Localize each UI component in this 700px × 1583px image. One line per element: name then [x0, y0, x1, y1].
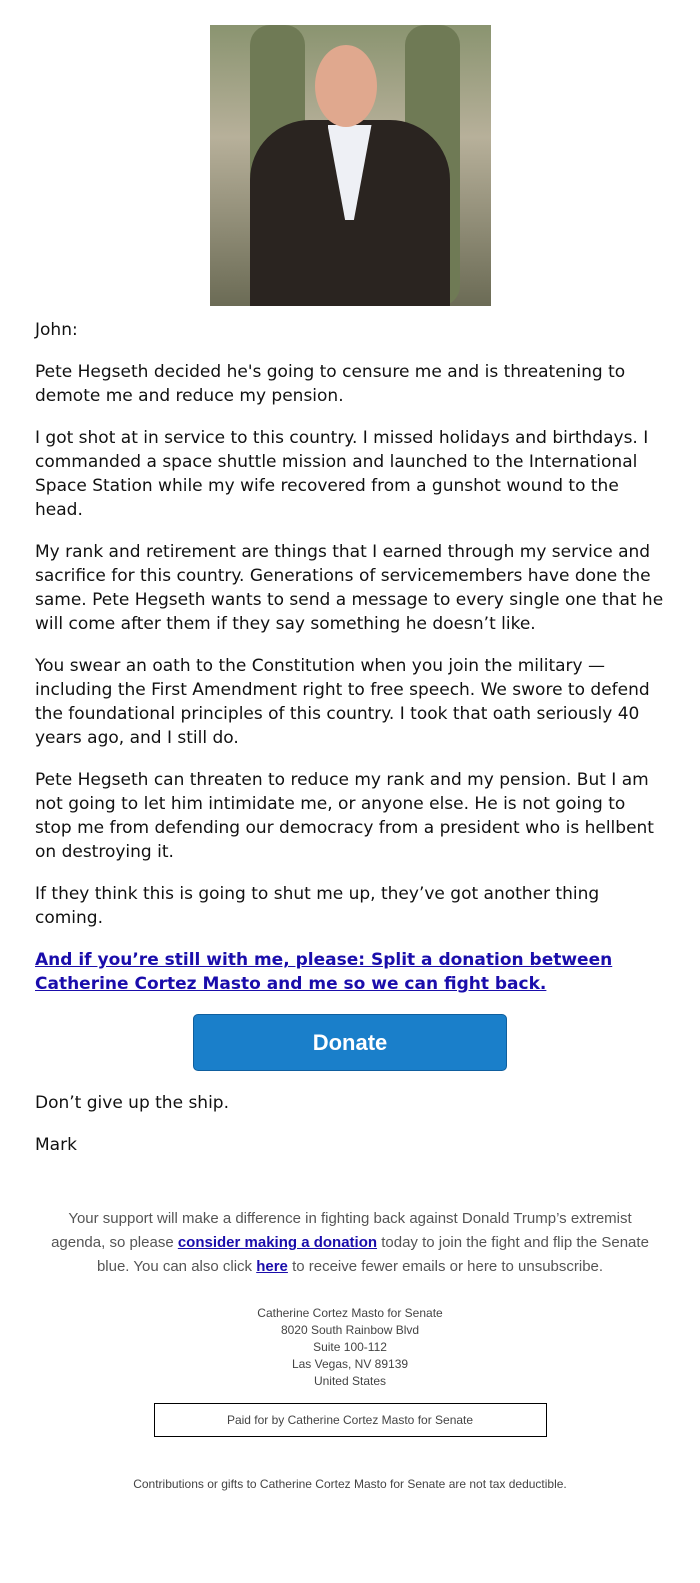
footer-text: today to join the fight and flip the Senate blue. You can also click — [96, 1234, 649, 1275]
paragraph: Pete Hegseth can threaten to reduce my rank and my pension. But I am not going to let him intimidate me, or anyone else. He is not going to stop me from defending our democracy from a president who is hellbent on destroying it. — [35, 770, 654, 862]
closing: Don’t give up the ship. — [35, 1093, 229, 1113]
signature: Mark — [35, 1135, 77, 1155]
letter — [0, 306, 700, 1157]
paragraph: Pete Hegseth decided he's going to censure me and is threatening to demote me and reduce my pension. — [35, 362, 626, 406]
address-line: Suite 100-112 — [313, 1340, 387, 1354]
paragraph: If they think this is going to shut me up, they’ve got another thing coming. — [35, 884, 600, 928]
address-line: Catherine Cortez Masto for Senate — [257, 1306, 443, 1320]
header-photo — [210, 25, 491, 306]
donation-cta-link[interactable]: And if you’re still with me, please: Split a donation between Catherine Cortez Masto and me so we can fight back. — [35, 950, 613, 994]
salutation: John: — [35, 320, 78, 340]
paragraph: I got shot at in service to this country. I missed holidays and birthdays. I commanded a space shuttle mission and launched to the International Space Station while my wife recovered from a gunshot wound to the head. — [35, 428, 649, 520]
head-shape — [315, 45, 377, 127]
footer-text: Your support will make a difference in fighting back against Donald Trump’s extremist agenda, so please — [51, 1210, 632, 1251]
paragraph: My rank and retirement are things that I earned through my service and sacrifice for this country. Generations of servicemembers have done the same. Pete Hegseth wants to send a message to every single one that he will come after them if they say something he doesn’t like. — [35, 542, 664, 634]
email-body — [0, 25, 700, 1541]
footer — [0, 1207, 700, 1541]
donate-button[interactable]: Donate — [193, 1014, 507, 1071]
address-line: Las Vegas, NV 89139 — [291, 1357, 409, 1371]
footer-text: to receive fewer emails or here to unsubscribe. — [287, 1258, 604, 1275]
fewer-emails-link[interactable]: here — [256, 1258, 288, 1275]
address-line: 8020 South Rainbow Blvd — [280, 1323, 420, 1337]
consider-donation-link[interactable]: consider making a donation — [177, 1234, 378, 1251]
footer-message — [40, 1207, 660, 1279]
tax-note: Contributions or gifts to Catherine Cortez Masto for Senate are not tax deductible. — [133, 1477, 567, 1491]
paid-for-disclaimer: Paid for by Catherine Cortez Masto for Senate — [154, 1403, 547, 1437]
paragraph: You swear an oath to the Constitution when you join the military — including the First Amendment right to free speech. We swore to defend the foundational principles of this country. I took that oath seriously 40 years ago, and I still do. — [35, 656, 650, 748]
mailing-address — [0, 1305, 700, 1390]
address-line: United States — [313, 1374, 387, 1388]
